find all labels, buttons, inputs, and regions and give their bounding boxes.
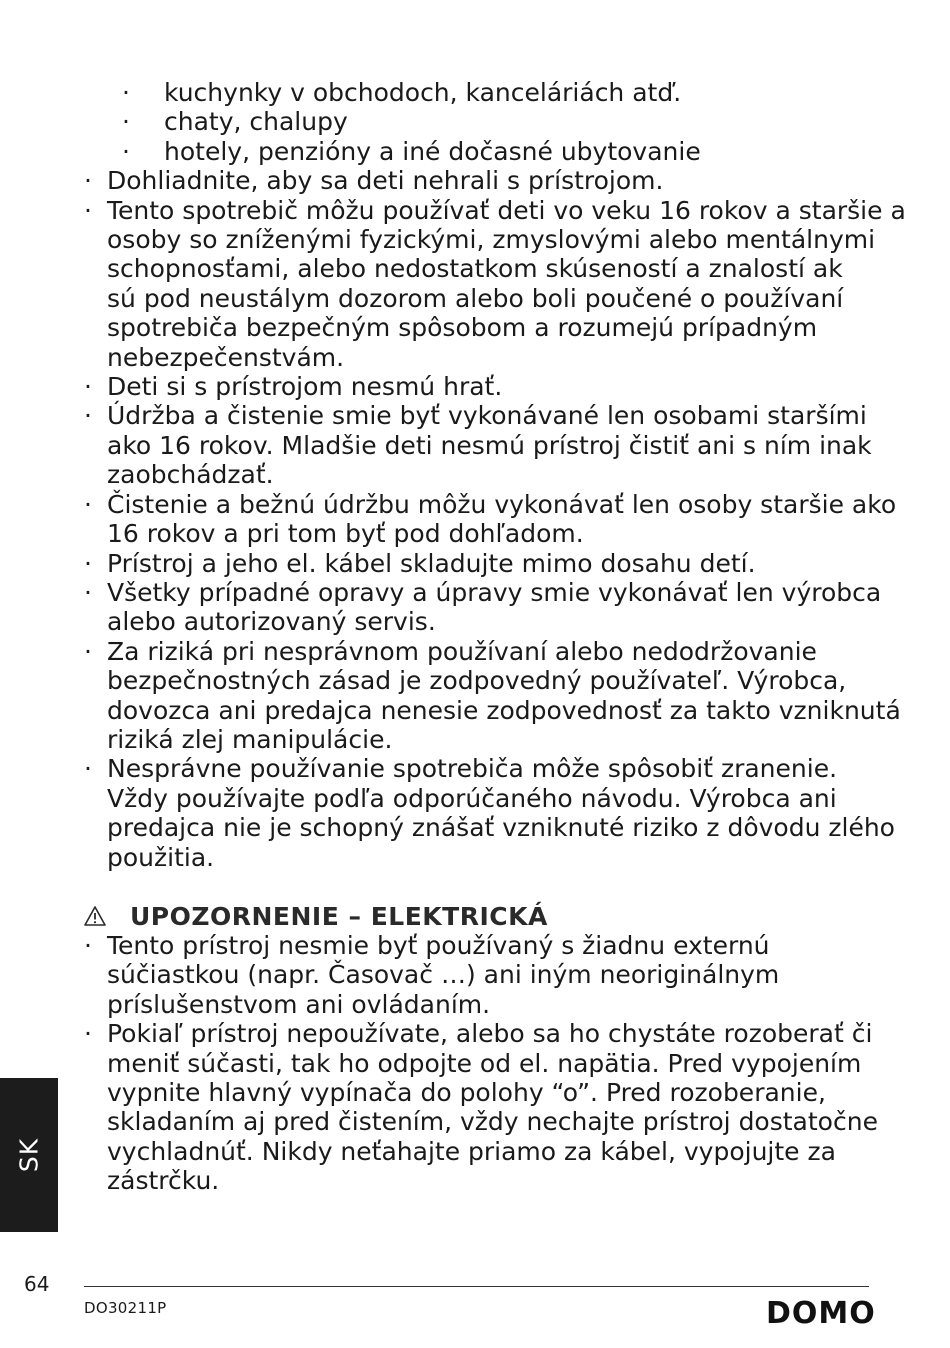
bullet-dot: ·	[84, 401, 92, 431]
list-item-line: spotrebiča bezpečným spôsobom a rozumejú prípadným	[107, 313, 818, 343]
list-item-text: hotely, penzióny a iné dočasné ubytovanie	[164, 136, 701, 166]
list-item	[84, 166, 884, 195]
list-item	[84, 931, 884, 1019]
bullet-dot: ·	[84, 489, 92, 519]
list-item	[84, 1019, 884, 1195]
list-item-line: zástrčku.	[107, 1166, 220, 1196]
list-item-line: Dohliadnite, aby sa deti nehrali s prístrojom.	[107, 166, 664, 196]
language-tab-label: SK	[14, 1137, 44, 1173]
bullet-dot: ·	[122, 78, 130, 107]
language-tab	[0, 1078, 58, 1232]
bullet-dot: ·	[84, 930, 92, 960]
list-item-line: 16 rokov a pri tom byť pod dohľadom.	[107, 519, 584, 549]
document-body	[84, 78, 906, 1196]
list-item-line: bezpečnostných zásad je zodpovedný používateľ. Výrobca,	[107, 666, 847, 696]
sub-list	[84, 78, 884, 166]
list-item	[122, 107, 884, 136]
list-item-text: kuchynky v obchodoch, kanceláriách atď.	[164, 78, 682, 107]
list-item-line: zaobchádzať.	[107, 460, 274, 490]
safety-list	[84, 166, 906, 872]
bullet-dot: ·	[84, 1019, 92, 1049]
list-item	[84, 754, 895, 872]
list-item-line: vychladnúť. Nikdy neťahajte priamo za kábel, vypojujte za	[107, 1136, 836, 1166]
bullet-dot: ·	[84, 754, 92, 784]
list-item-line: Nesprávne používanie spotrebiča môže spôsobiť zranenie.	[107, 754, 838, 784]
list-item-line: Tento spotrebič môžu používať deti vo veku 16 rokov a staršie a	[107, 195, 906, 225]
list-item-line: príslušenstvom ani ovládaním.	[107, 989, 491, 1019]
electrical-safety-list	[84, 931, 884, 1196]
list-item	[84, 372, 884, 401]
list-item-line: dovozca ani predajca nenesie zodpovednosť za takto vzniknutá	[107, 695, 901, 725]
warning-heading	[84, 902, 884, 931]
bullet-dot: ·	[84, 636, 92, 666]
list-item	[84, 636, 901, 755]
list-item	[84, 401, 884, 489]
model-number: DO30211P	[84, 1299, 167, 1317]
list-item-line: predajca nie je schopný znášať vzniknuté riziko z dôvodu zlého	[107, 813, 895, 843]
bullet-dot: ·	[84, 577, 92, 607]
list-item	[122, 78, 884, 107]
list-item-line: Vždy používajte podľa odporúčaného návodu. Výrobca ani	[107, 783, 837, 813]
list-item-line: riziká zlej manipulácie.	[107, 724, 393, 754]
list-item	[84, 489, 897, 549]
list-item	[84, 195, 906, 372]
list-item-line: Pokiaľ prístroj nepoužívate, alebo sa ho chystáte rozoberať či	[107, 1019, 873, 1049]
list-item-line: meniť súčasti, tak ho odpojte od el. napätia. Pred vypojením	[107, 1048, 862, 1078]
list-item	[122, 137, 884, 166]
list-item-line: súčiastkou (napr. Časovač …) ani iným neoriginálnym	[107, 960, 780, 990]
list-item	[84, 549, 884, 578]
list-item-line: Prístroj a jeho el. kábel skladujte mimo dosahu detí.	[107, 548, 756, 578]
list-item-line: Za riziká pri nesprávnom používaní alebo nedodržovanie	[107, 636, 817, 666]
footer-divider	[84, 1286, 869, 1287]
list-item-line: Údržba a čistenie smie byť vykonávané len osobami staršími	[107, 401, 867, 431]
list-item-line: nebezpečenstvám.	[107, 342, 345, 372]
list-item-line: sú pod neustálym dozorom alebo boli poučené o používaní	[107, 283, 844, 313]
bullet-dot: ·	[84, 195, 92, 225]
bullet-dot: ·	[122, 136, 130, 166]
brand-logo: DOMO	[766, 1296, 876, 1331]
list-item-text: chaty, chalupy	[164, 107, 348, 137]
list-item-line: použitia.	[107, 842, 215, 872]
bullet-dot: ·	[122, 107, 130, 137]
list-item-line: skladaním aj pred čistením, vždy nechajte prístroj dostatočne	[107, 1107, 878, 1137]
bullet-dot: ·	[84, 548, 92, 578]
bullet-dot: ·	[84, 166, 92, 196]
list-item-line: Čistenie a bežnú údržbu môžu vykonávať len osoby staršie ako	[107, 489, 897, 519]
list-item-line: Tento prístroj nesmie byť používaný s žiadnu externú	[107, 930, 770, 960]
bullet-dot: ·	[84, 372, 92, 402]
list-item-line: vypnite hlavný vypínača do polohy “o”. Pred rozoberanie,	[107, 1078, 826, 1107]
page-number: 64	[24, 1272, 50, 1296]
list-item-line: schopnosťami, alebo nedostatkom skúseností a znalostí ak	[107, 254, 843, 284]
list-item-line: ako 16 rokov. Mladšie deti nesmú prístroj čistiť ani s ním inak	[107, 430, 872, 460]
warning-heading-text: UPOZORNENIE – ELEKTRICKÁ	[130, 901, 548, 931]
list-item	[84, 578, 884, 637]
list-item-line: Deti si s prístrojom nesmú hrať.	[107, 372, 503, 402]
list-item-line: Všetky prípadné opravy a úpravy smie vykonávať len výrobca	[107, 577, 882, 607]
list-item-line: osoby so zníženými fyzickými, zmyslovými alebo mentálnymi	[107, 225, 876, 255]
warning-triangle-icon	[84, 905, 106, 927]
list-item-line: alebo autorizovaný servis.	[107, 607, 436, 637]
